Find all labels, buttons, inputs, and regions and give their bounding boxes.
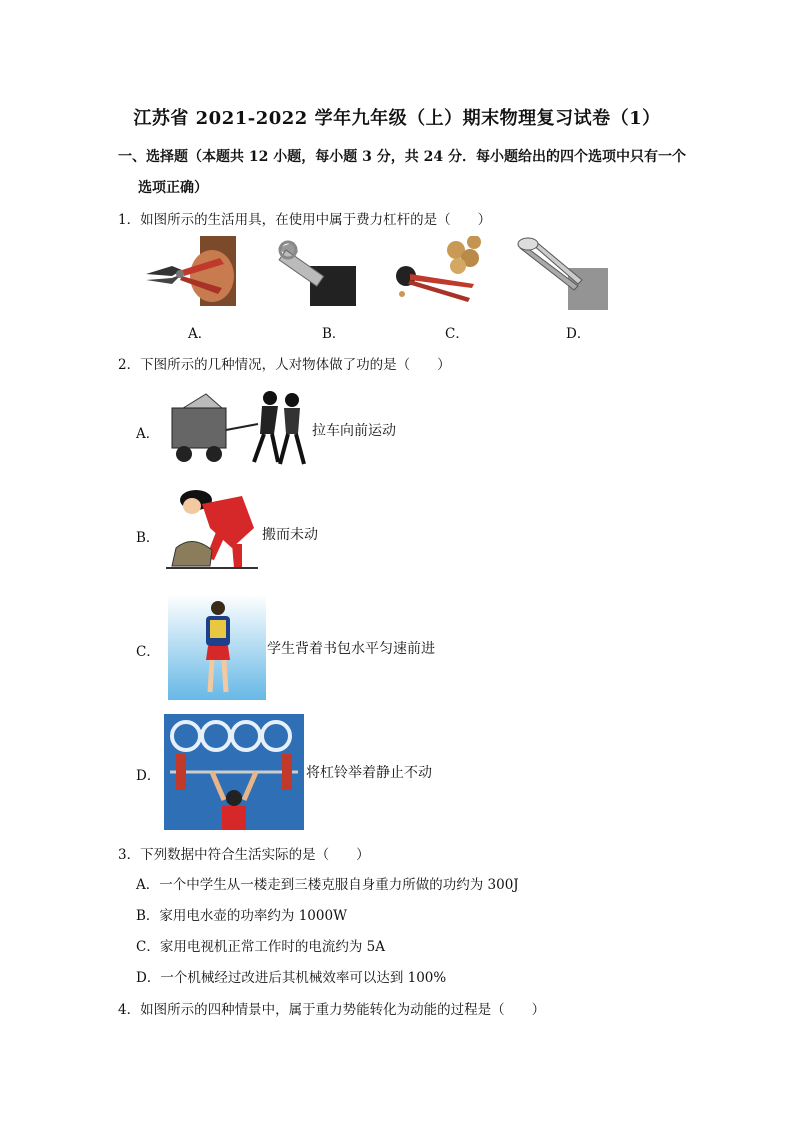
q1-option-a[interactable]: A． bbox=[188, 326, 212, 342]
section-heading-line1: 一、选择题（本题共 12 小题，每小题 3 分，共 24 分．每小题给出的四个选项中只有一个 bbox=[118, 149, 686, 165]
nutcracker-icon bbox=[386, 236, 482, 308]
q3-option-b[interactable]: B．家用电水壶的功率约为 1000W bbox=[136, 908, 347, 924]
wrench-icon bbox=[268, 236, 356, 306]
question-4-text: 4．如图所示的四种情景中，属于重力势能转化为动能的过程是（ ） bbox=[118, 1002, 546, 1018]
q3-option-a[interactable]: A．一个中学生从一楼走到三楼克服自身重力所做的功约为 300J bbox=[136, 877, 519, 893]
q2-option-d-label[interactable]: D． bbox=[136, 768, 161, 784]
pulling-cart-icon bbox=[166, 384, 310, 470]
q3-option-d[interactable]: D．一个机械经过改进后其机械效率可以达到 100% bbox=[136, 970, 447, 986]
weightlifter-icon bbox=[164, 714, 304, 830]
tongs-icon bbox=[514, 234, 608, 310]
student-backpack-icon bbox=[168, 594, 266, 700]
q2-option-b-label[interactable]: B． bbox=[136, 530, 160, 546]
q1-option-c[interactable]: C． bbox=[445, 326, 469, 342]
page-title: 江苏省 2021-2022 学年九年级（上）期末物理复习试卷（1） bbox=[133, 108, 661, 129]
q1-option-b[interactable]: B． bbox=[322, 326, 346, 342]
q3-option-c[interactable]: C．家用电视机正常工作时的电流约为 5A bbox=[136, 939, 385, 955]
pliers-icon bbox=[142, 236, 236, 306]
q1-option-d[interactable]: D． bbox=[566, 326, 591, 342]
question-3-text: 3．下列数据中符合生活实际的是（ ） bbox=[118, 847, 370, 863]
question-2-text: 2．下图所示的几种情况，人对物体做了功的是（ ） bbox=[118, 357, 451, 373]
q2-option-c-caption: 学生背着书包水平匀速前进 bbox=[267, 641, 435, 657]
q2-option-b-caption: 搬而未动 bbox=[262, 527, 318, 543]
section-heading-line2: 选项正确） bbox=[138, 180, 208, 196]
question-1-text: 1．如图所示的生活用具，在使用中属于费力杠杆的是（ ） bbox=[118, 212, 492, 228]
lifting-stone-icon bbox=[162, 488, 262, 576]
q2-option-a-label[interactable]: A． bbox=[136, 426, 160, 442]
q2-option-c-label[interactable]: C． bbox=[136, 644, 160, 660]
q2-option-a-caption: 拉车向前运动 bbox=[312, 423, 396, 439]
q2-option-d-caption: 将杠铃举着静止不动 bbox=[306, 765, 432, 781]
